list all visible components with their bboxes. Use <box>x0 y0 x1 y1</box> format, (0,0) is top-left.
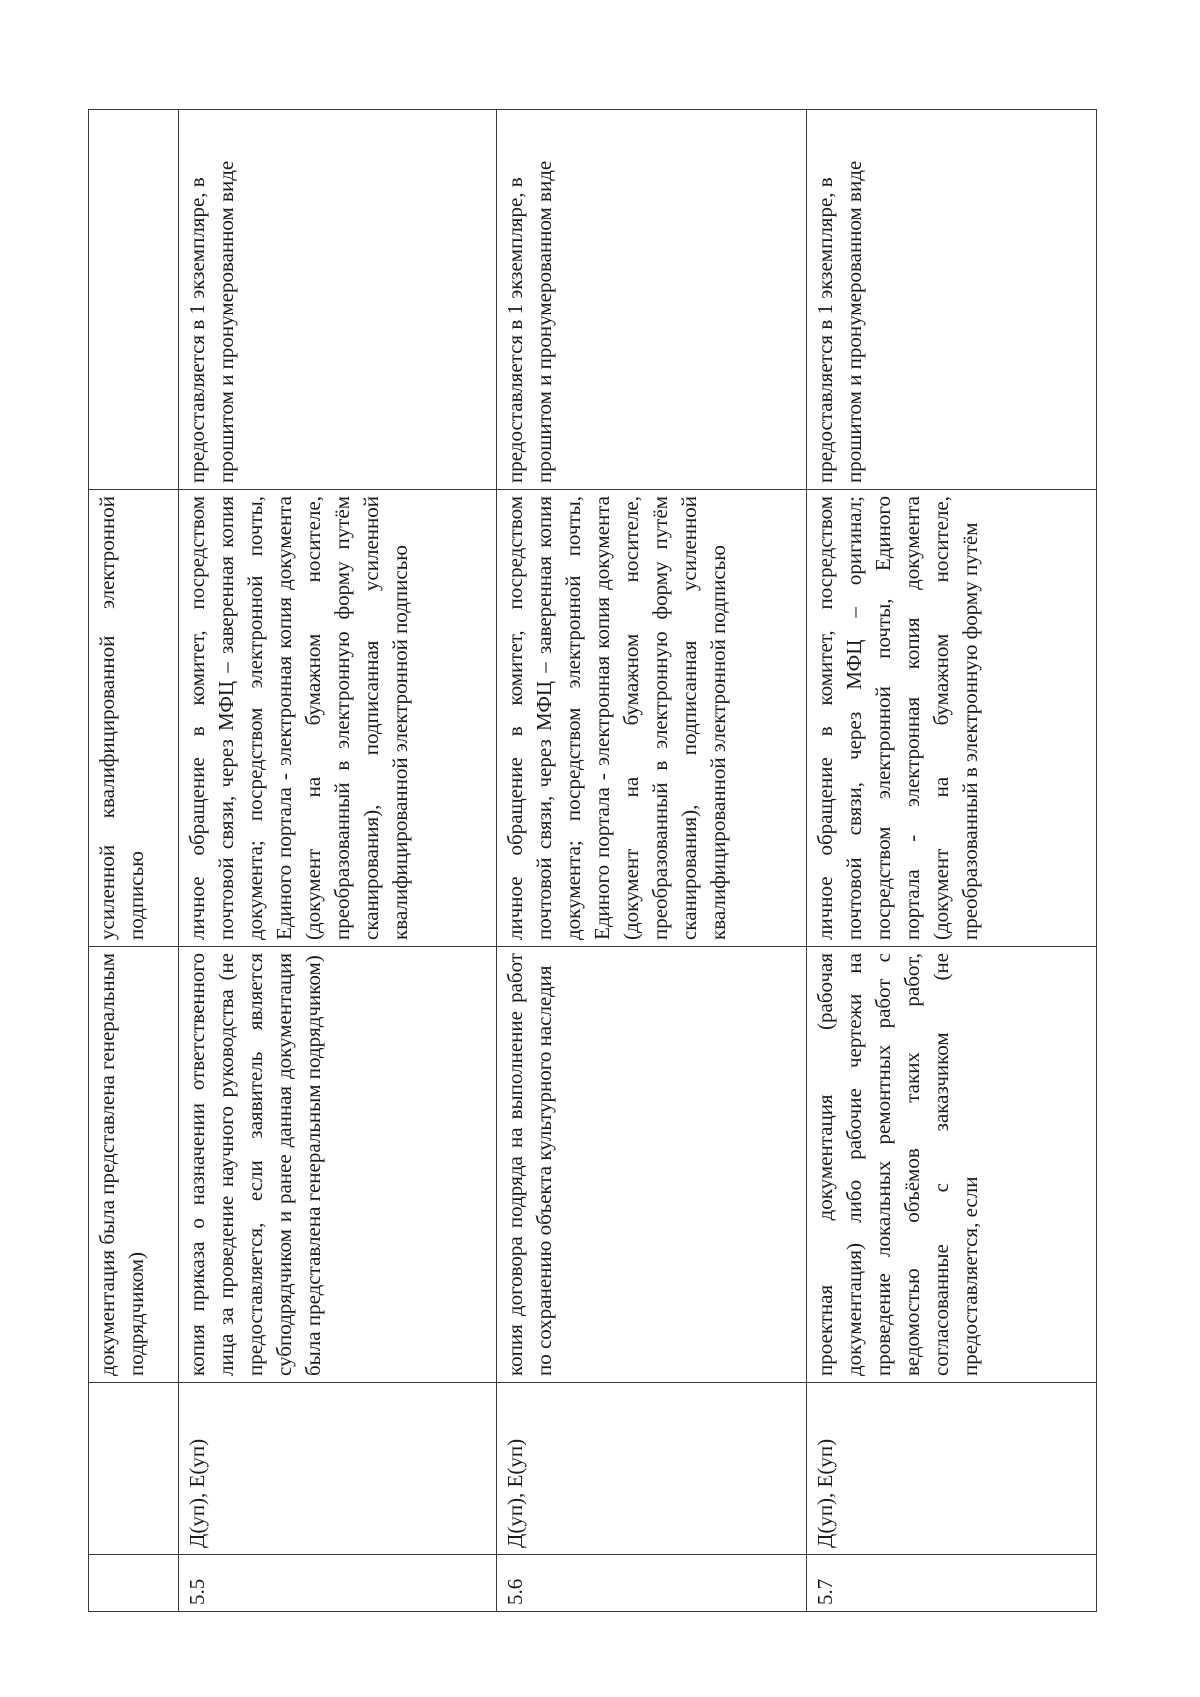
cell-method: личное обращение в комитет, посредством почтовой связи, через МФЦ – заверенная копия документа; посредством электронной почты, Единого портала - электронная копия документа (документ на бумажном носителе, преобразованный в электронную форму путём сканирования), подписанная усиленной квалифицированной электронной подписью <box>179 490 497 947</box>
cell-method: личное обращение в комитет, посредством почтовой связи, через МФЦ – заверенная копия документа; посредством электронной почты, Единого портала - электронная копия документа (документ на бумажном носителе, преобразованный в электронную форму путём сканирования), подписанная усиленной квалифицированной электронной подписью <box>497 490 807 947</box>
table-row <box>179 110 497 1612</box>
cell-code <box>89 1383 179 1555</box>
table-row <box>497 110 807 1612</box>
cell-requirement: предоставляется в 1 экземпляре, в прошитом и пронумерованном виде <box>179 110 497 490</box>
cell-code: Д(уп), Е(уп) <box>497 1383 807 1555</box>
cell-num: 5.5 <box>179 1555 497 1612</box>
cell-document: документация была представлена генеральным подрядчиком) <box>89 947 179 1383</box>
cell-requirement: предоставляется в 1 экземпляре, в прошитом и пронумерованном виде <box>497 110 807 490</box>
cell-requirement <box>89 110 179 490</box>
table-row <box>89 110 179 1612</box>
cell-requirement: предоставляется в 1 экземпляре, в прошитом и пронумерованном виде <box>807 110 1097 490</box>
cell-code: Д(уп), Е(уп) <box>179 1383 497 1555</box>
cell-num: 5.6 <box>497 1555 807 1612</box>
cell-document: проектная документация (рабочая документация) либо рабочие чертежи на проведение локальных ремонтных работ с ведомостью объёмов таких работ, согласованные с заказчиком (не предоставляется, если <box>807 947 1097 1383</box>
cell-document: копия приказа о назначении ответственного лица за проведение научного руководства (не предоставляется, если заявитель является субподрядчиком и ранее данная документация была представлена генеральным подрядчиком) <box>179 947 497 1383</box>
cell-num <box>89 1555 179 1612</box>
cell-num: 5.7 <box>807 1555 1097 1612</box>
documents-table <box>88 109 1097 1612</box>
cell-method: личное обращение в комитет, посредством почтовой связи, через МФЦ – оригинал; посредством электронной почты, Единого портала - электронная копия документа (документ на бумажном носителе, преобразованный в электронную форму путём <box>807 490 1097 947</box>
rotated-page <box>88 110 1096 1612</box>
table-row <box>807 110 1097 1612</box>
cell-method: усиленной квалифицированной электронной подписью <box>89 490 179 947</box>
cell-code: Д(уп), Е(уп) <box>807 1383 1097 1555</box>
cell-document: копия договора подряда на выполнение работ по сохранению объекта культурного наследия <box>497 947 807 1383</box>
